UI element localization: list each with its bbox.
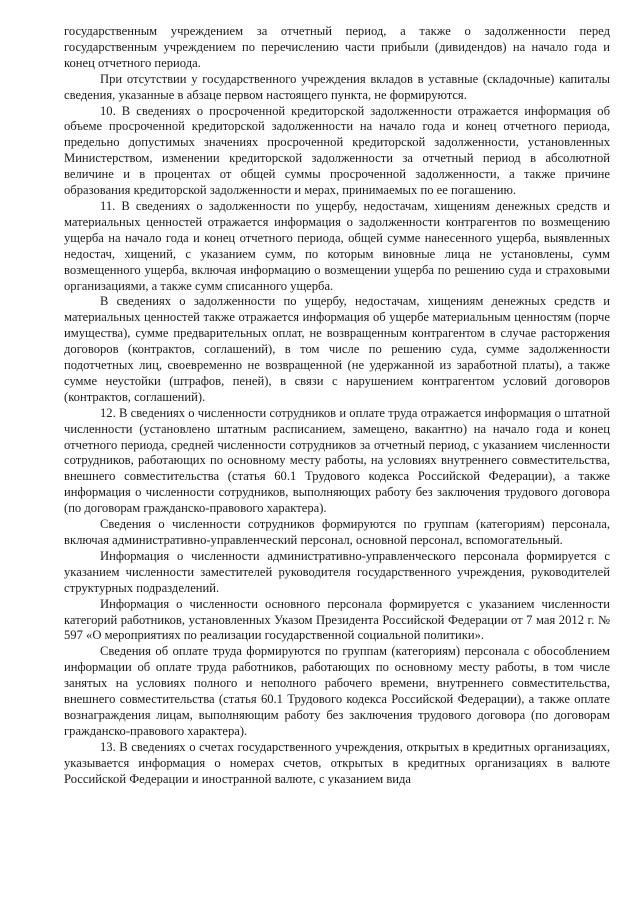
paragraph-item-13: 13. В сведениях о счетах государственного учреждения, открытых в кредитных организациях, указывается информация о номерах счетов, открытых в кредитных организациях в валюте Российской Федерации и иностранной валюте, с указанием вида: [64, 739, 610, 786]
paragraph-no-contributions: При отсутствии у государственного учреждения вкладов в уставные (складочные) капиталы сведения, указанные в абзаце первом настоящего пункта, не формируются.: [64, 71, 610, 102]
paragraph-main-staff: Информация о численности основного персонала формируется с указанием численности категорий работников, установленных Указом Президента Российской Федерации от 7 мая 2012 г. № 597 «О мероприятиях по реализации государственной социальной политики».: [64, 596, 610, 643]
paragraph-continuation: государственным учреждением за отчетный период, а также о задолженности перед государственным учреждением по перечислению части прибыли (дивидендов) на начало года и конец отчетного периода.: [64, 24, 610, 70]
paragraph-admin-staff: Информация о численности административно-управленческого персонала формируется с указанием численности заместителей руководителя государственного учреждения, руководителей структурных подразделений.: [64, 548, 610, 595]
paragraph-staff-groups: Сведения о численности сотрудников формируются по группам (категориям) персонала, включая административно-управленческий персонал, основной персонал, вспомогательный.: [64, 517, 610, 547]
paragraph-item-12: 12. В сведениях о численности сотрудников и оплате труда отражается информация о штатной численности (установлено штатным расписанием, замещено, вакантно) на начало года и конец отчетного периода, средней численности сотрудников за отчетный период, с указанием численности сотрудников, работающих по основному месту работы, на условиях внутреннего совместительства, внешнего совместительства (статья 60.1 Трудового кодекса Российской Федерации), а также информация о численности сотрудников, выполняющих работу без заключения трудового договора (по договорам гражданско-правового характера).: [64, 405, 610, 516]
paragraph-damage-details: В сведениях о задолженности по ущербу, недостачам, хищениям денежных средств и материальных ценностей также отражается информация об ущербе материальным ценностям (порче имущества), сумме предварительных оплат, не возвращенным контрагентом в случае расторжения договоров (контрактов, соглашений), в том числе по решению суда, сумме задолженности подотчетных лиц, своевременно не возвращенной (не удержанной из заработной платы), а также сумме неустойки (штрафов, пеней), в связи с нарушением контрагентом условий договоров (контрактов, соглашений).: [64, 294, 610, 404]
paragraph-item-11: 11. В сведениях о задолженности по ущербу, недостачам, хищениям денежных средств и материальных ценностей отражается информация о задолженности контрагентов по возмещению ущерба на начало года и конец отчетного периода, общей сумме нанесенного ущерба, выявленных недостач, хищений, с указанием сумм, по которым виновные лица не установлены, сумм возмещенного ущерба, включая информацию о возмещении ущерба по решению суда и страховыми организациями, а также сумм списанного ущерба.: [64, 198, 610, 293]
paragraph-pay-info: Сведения об оплате труда формируются по группам (категориям) персонала с обособлением информации об оплате труда работников, работающих по основному месту работы, в том числе занятых на условиях полного и неполного рабочего времени, внутреннего совместительства, внешнего совместительства (статья 60.1 Трудового кодекса Российской Федерации), а также оплате вознаграждения лицам, выполняющим работу без заключения трудового договора (по договорам гражданско-правового характера).: [64, 644, 610, 738]
paragraph-item-10: 10. В сведениях о просроченной кредиторской задолженности отражается информация об объеме просроченной кредиторской задолженности на начало года и конец отчетного периода, предельно допустимых значениях просроченной кредиторской задолженности, установленных Министерством, изменении кредиторской задолженности за отчетный период в абсолютной величине и в процентах от общей суммы просроченной задолженности, а также причине образования кредиторской задолженности и мерах, принимаемых по ее погашению.: [64, 103, 610, 198]
